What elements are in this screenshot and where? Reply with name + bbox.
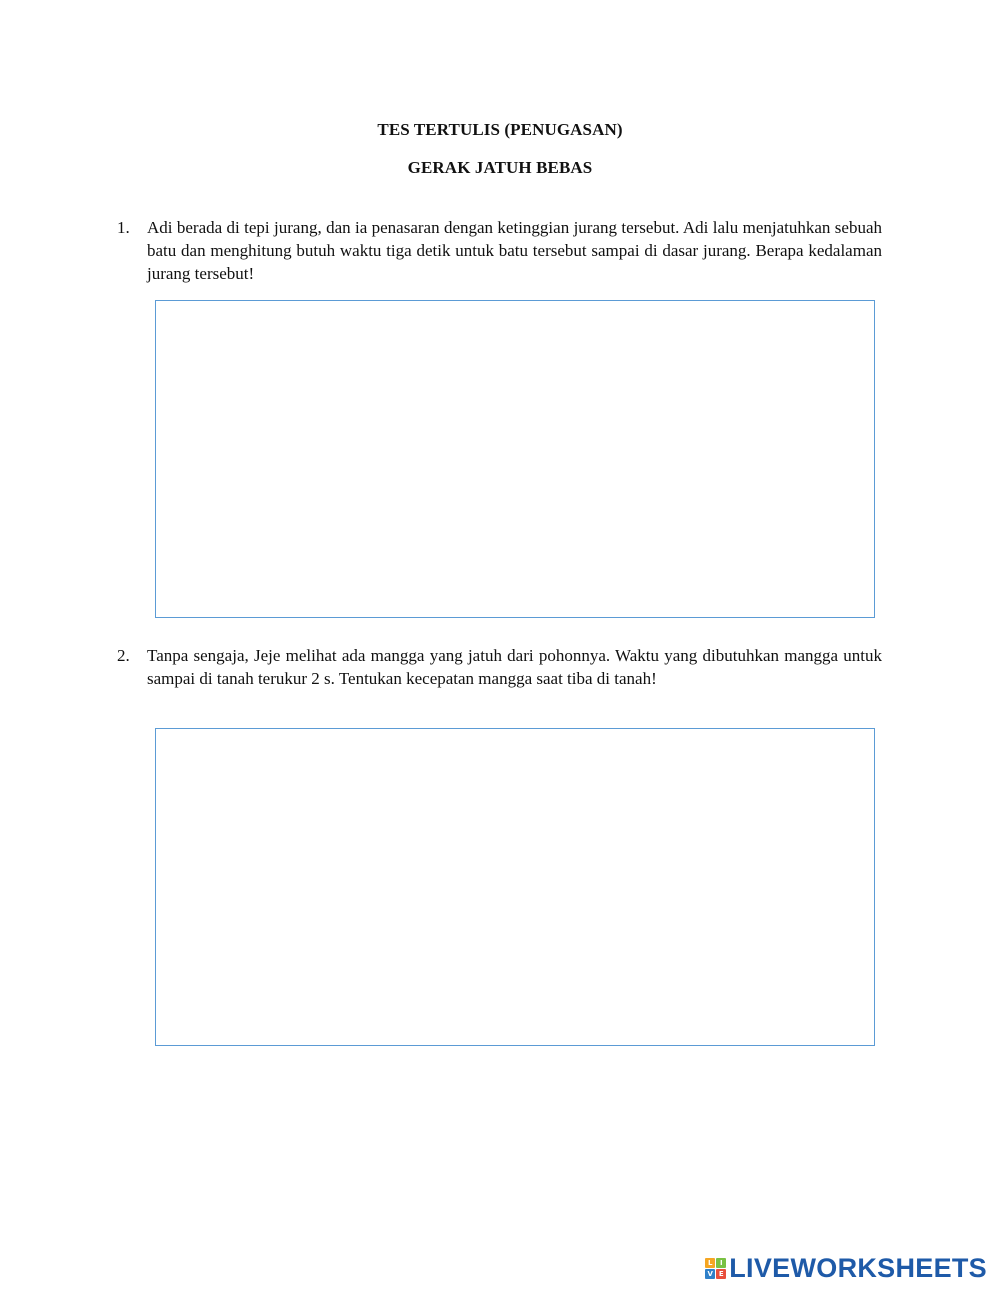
logo-mark-letter: I	[716, 1258, 726, 1268]
worksheet-subtitle: GERAK JATUH BEBAS	[407, 158, 593, 177]
liveworksheets-logo	[705, 1252, 987, 1284]
question-number: 2.	[117, 646, 130, 665]
answer-box-1[interactable]	[155, 300, 875, 618]
question-2	[117, 644, 882, 690]
worksheet-title: TES TERTULIS (PENUGASAN)	[377, 120, 623, 139]
logo-mark-icon	[705, 1258, 726, 1279]
question-number: 1.	[117, 218, 130, 237]
question-text: Tanpa sengaja, Jeje melihat ada mangga yang jatuh dari pohonnya. Waktu yang dibutuhkan mangga untuk sampai di tanah terukur 2 s. Tentukan kecepatan mangga saat tiba di tanah!	[147, 646, 882, 688]
logo-text: LIVEWORKSHEETS	[729, 1253, 987, 1283]
question-1	[117, 216, 882, 285]
logo-mark-letter: L	[705, 1258, 715, 1268]
question-text: Adi berada di tepi jurang, dan ia penasaran dengan ketinggian jurang tersebut. Adi lalu menjatuhkan sebuah batu dan menghitung butuh waktu tiga detik untuk batu tersebut sampai di dasar jurang. Berapa kedalaman jurang tersebut!	[147, 218, 882, 283]
logo-mark-letter: E	[716, 1269, 726, 1279]
logo-mark-letter: V	[705, 1269, 715, 1279]
answer-box-2[interactable]	[155, 728, 875, 1046]
